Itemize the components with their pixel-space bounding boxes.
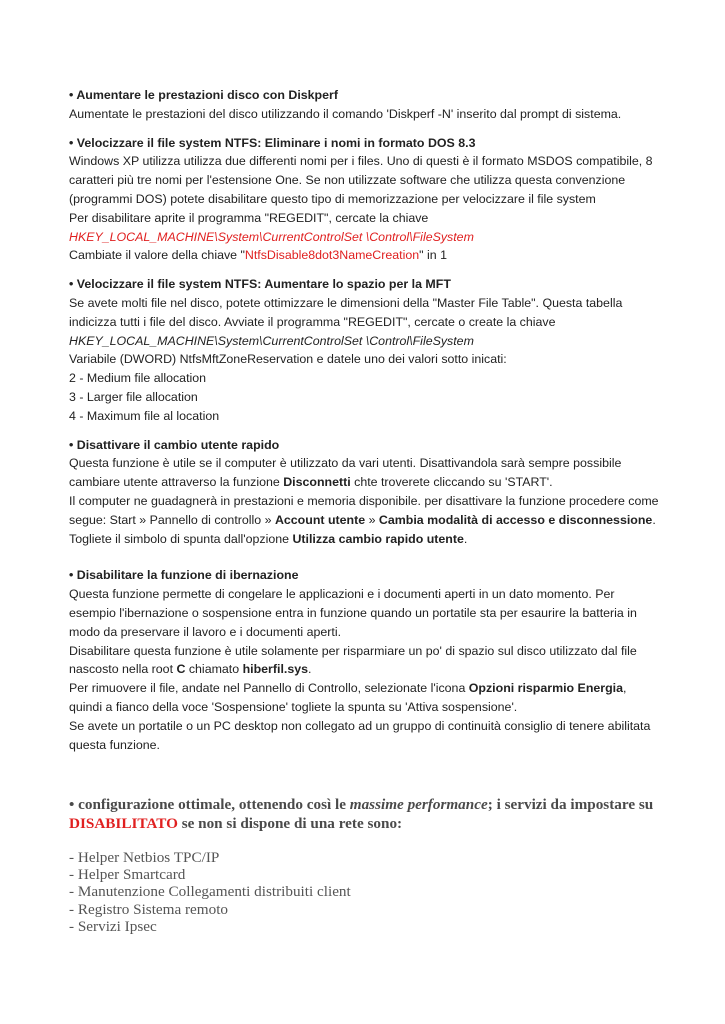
section-text (69, 530, 659, 549)
bold-term: Opzioni risparmio Energia (468, 681, 624, 696)
change-suffix: " in 1 (419, 248, 447, 263)
bold-term: C (176, 662, 186, 677)
text-run: Disabilitare questa funzione è utile solamente per risparmiare un po' di spazio sul disco utilizzato dal file nascosto nella root (69, 643, 637, 677)
section-heading: • Velocizzare il file system NTFS: Aumentare lo spazio per la MFT (69, 277, 451, 292)
emphasis-term: massime performance (349, 796, 488, 813)
text-run: , quindi a fianco della voce 'Sospensione' togliete la spunta su 'Attiva sospensione'. (69, 681, 627, 714)
disabled-keyword: DISABILITATO (69, 814, 178, 832)
service-item: - Helper Smartcard (69, 866, 186, 884)
text-run: . (652, 512, 656, 527)
section-ntfs-dos83 (69, 134, 659, 266)
section-fast-user-switching (69, 436, 659, 549)
text-run: se non si dispone di una rete sono: (177, 814, 403, 832)
section-text: Variabile (DWORD) NtfsMftZoneReservation e datele uno dei valori sotto inicati: (69, 352, 507, 367)
list-item: 4 - Maximum file al location (69, 408, 220, 423)
section-hibernation (69, 566, 659, 754)
services-list (69, 849, 659, 935)
registry-key: HKEY_LOCAL_MACHINE\System\CurrentControlSet \Control\FileSystem (69, 333, 474, 348)
section-text: Aumentate le prestazioni del disco utilizzando il comando 'Diskperf -N' inserito dal prompt di sistema. (69, 106, 622, 121)
service-item: - Manutenzione Collegamenti distribuiti client (69, 883, 351, 901)
text-run: ; i servizi da impostare su (487, 796, 654, 813)
list-item: 3 - Larger file allocation (69, 389, 198, 404)
change-prefix: Cambiate il valore della chiave " (69, 248, 245, 263)
service-item: - Servizi Ipsec (69, 917, 157, 935)
change-value-line (69, 246, 659, 265)
text-run: Il computer ne guadagnerà in prestazioni e memoria disponibile. per disattivare la funzione procedere come segue: Start » Pannello di controllo » (69, 493, 659, 527)
text-run: • configurazione ottimale, ottenendo così le (69, 796, 350, 813)
section-diskperf (69, 86, 659, 124)
bold-term: hiberfil.sys (242, 662, 308, 677)
section-heading: • Disabilitare la funzione di ibernazione (69, 568, 299, 583)
bold-term: Cambia modalità di accesso e disconnessione (378, 512, 653, 527)
services-heading (69, 796, 659, 833)
section-text: Se avete molti file nel disco, potete ottimizzare le dimensioni della "Master File Table". Questa tabella indicizza tutti i file del disco. Avviate il programma "REGEDIT", cercate o create la chiave (69, 295, 623, 329)
section-text (69, 454, 659, 492)
bold-term: Disconnetti (283, 475, 351, 490)
section-heading: • Disattivare il cambio utente rapido (69, 437, 280, 452)
section-heading: • Velocizzare il file system NTFS: Eliminare i nomi in formato DOS 8.3 (69, 135, 476, 150)
text-run: . (308, 662, 312, 677)
section-text: Per disabilitare aprite il programma "REGEDIT", cercate la chiave (69, 210, 429, 225)
bold-term: Account utente (274, 512, 366, 527)
service-item: - Helper Netbios TPC/IP (69, 849, 220, 866)
section-text (69, 492, 659, 530)
registry-value-name: NtfsDisable8dot3NameCreation (244, 248, 420, 263)
section-text: Questa funzione permette di congelare le applicazioni e i documenti aperti in un dato momento. Per esempio l'ibernazione o sospensione entra in funzione quando un portatile sta per esaurire la batteria in modo da preservare il lavoro e i documenti aperti. (69, 587, 637, 639)
section-text: Se avete un portatile o un PC desktop non collegato ad un gruppo di continuità consiglio di tenere abilitata questa funzione. (69, 718, 651, 752)
registry-key: HKEY_LOCAL_MACHINE\System\CurrentControlSet \Control\FileSystem (69, 229, 474, 244)
list-item: 2 - Medium file allocation (69, 371, 207, 386)
text-run: . (463, 531, 468, 546)
text-run: chiamato (185, 662, 243, 677)
text-run: Questa funzione è utile se il computer è utilizzato da vari utenti. Disattivandola sarà sempre possibile cambiare utente attraverso la funzione (69, 456, 622, 490)
bold-term: Utilizza cambio rapido utente (292, 531, 464, 546)
section-ntfs-mft (69, 275, 659, 425)
document-body (69, 86, 659, 764)
service-item: - Registro Sistema remoto (69, 900, 229, 918)
section-text (69, 642, 659, 680)
section-text (69, 679, 659, 717)
section-heading: • Aumentare le prestazioni disco con Diskperf (69, 88, 338, 102)
text-run: » (365, 512, 379, 527)
text-run: chte troverete cliccando su 'START'. (350, 475, 553, 490)
section-text: Windows XP utilizza utilizza due differenti nomi per i files. Uno di questi è il formato MSDOS compatibile, 8 caratteri più tre nomi per l'estensione One. Se non utilizzate software che utilizza questa convenzione (programmi DOS) potete disabilitare questo tipo di memorizzazione per velocizzare il file system (69, 154, 653, 206)
text-run: Per rimuovere il file, andate nel Pannello di Controllo, selezionate l'icona (69, 681, 469, 696)
text-run: Togliete il simbolo di spunta dall'opzione (69, 531, 293, 546)
